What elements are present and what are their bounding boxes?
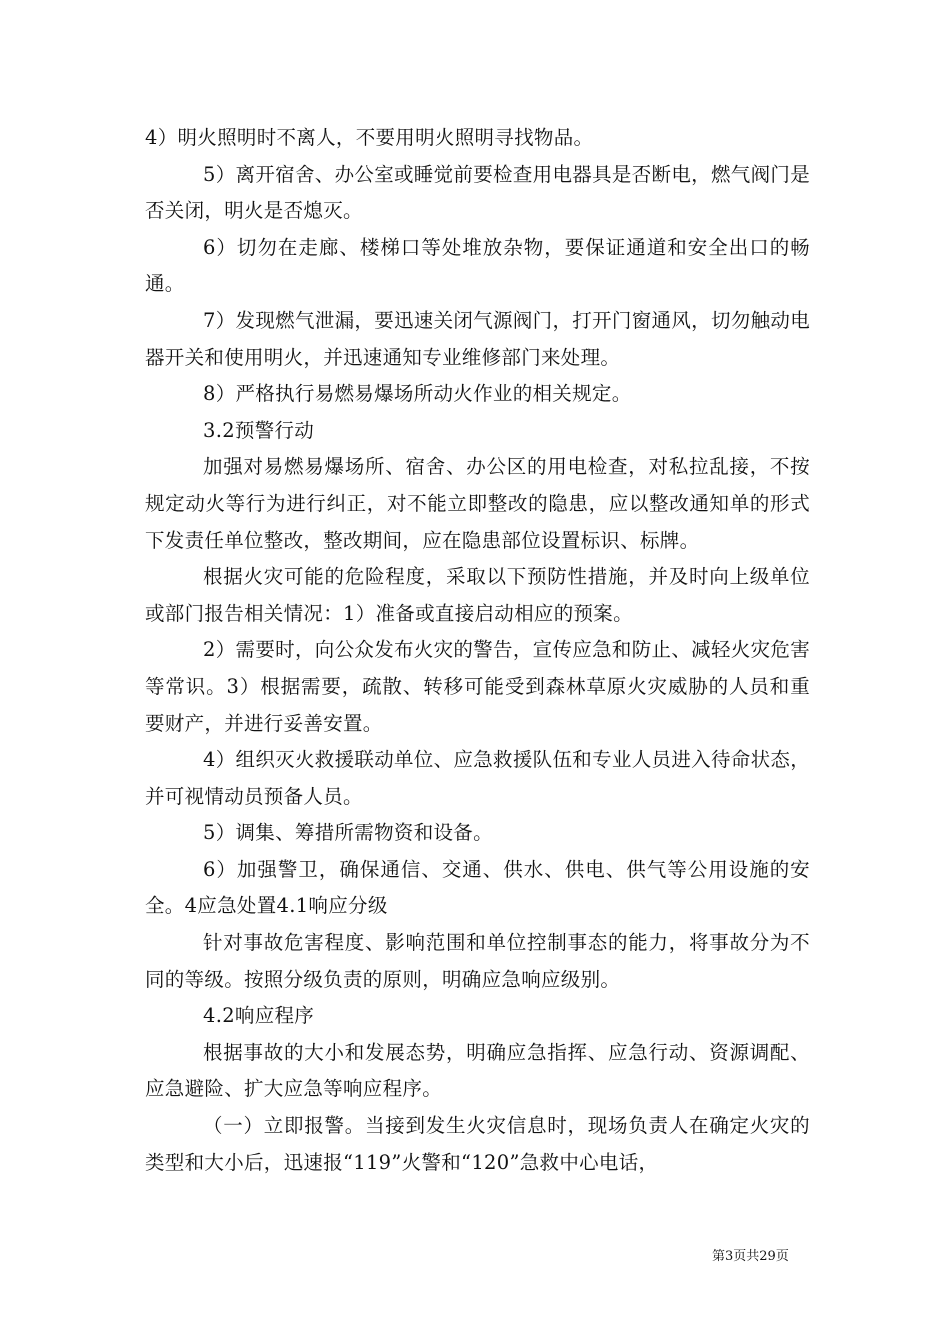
paragraph-9: 2）需要时，向公众发布火灾的警告，宣传应急和防止、减轻火灾危害等常识。3）根据需要，疏散、转移可能受到森林草原火灾威胁的人员和重要财产，并进行妥善安置。 <box>145 638 810 735</box>
paragraph-4: 7）发现燃气泄漏，要迅速关闭气源阀门，打开门窗通风，切勿触动电器开关和使用明火，并迅速通知专业维修部门来处理。 <box>145 308 810 369</box>
section-heading-4-2: 4.2响应程序 <box>203 1004 315 1028</box>
paragraph-5: 8）严格执行易燃易爆场所动火作业的相关规定。 <box>203 382 632 406</box>
section-heading-3-2: 3.2预警行动 <box>203 418 315 442</box>
paragraph-3: 6）切勿在走廊、楼梯口等处堆放杂物，要保证通道和安全出口的畅通。 <box>145 235 810 296</box>
paragraph-10: 4）组织灭火救援联动单位、应急救援队伍和专业人员进入待命状态，并可视情动员预备人员。 <box>145 748 810 808</box>
document-body <box>145 120 810 1181</box>
paragraph-13: 针对事故危害程度、影响范围和单位控制事态的能力，将事故分为不同的等级。按照分级负责的原则，明确应急响应级别。 <box>145 931 810 991</box>
page-number: 第3页共29页 <box>712 1249 789 1264</box>
paragraph-2: 5）离开宿舍、办公室或睡觉前要检查用电器具是否断电，燃气阀门是否关闭，明火是否熄灭。 <box>145 162 810 223</box>
paragraph-12: 6）加强警卫，确保通信、交通、供水、供电、供气等公用设施的安全。4应急处置4.1响应分级 <box>145 857 810 918</box>
paragraph-8: 根据火灾可能的危险程度，采取以下预防性措施，并及时向上级单位或部门报告相关情况：1）准备或直接启动相应的预案。 <box>145 565 810 625</box>
paragraph-7: 加强对易燃易爆场所、宿舍、办公区的用电检查，对私拉乱接，不按规定动火等行为进行纠正，对不能立即整改的隐患，应以整改通知单的形式下发责任单位整改，整改期间，应在隐患部位设置标识、标牌。 <box>145 455 810 552</box>
paragraph-1: 4）明火照明时不离人，不要用明火照明寻找物品。 <box>145 126 594 149</box>
paragraph-15: 根据事故的大小和发展态势，明确应急指挥、应急行动、资源调配、应急避险、扩大应急等响应程序。 <box>145 1040 810 1101</box>
paragraph-11: 5）调集、筹措所需物资和设备。 <box>203 821 493 845</box>
paragraph-16: （一）立即报警。当接到发生火灾信息时，现场负责人在确定火灾的类型和大小后，迅速报“119”火警和“120”急救中心电话， <box>145 1114 810 1174</box>
